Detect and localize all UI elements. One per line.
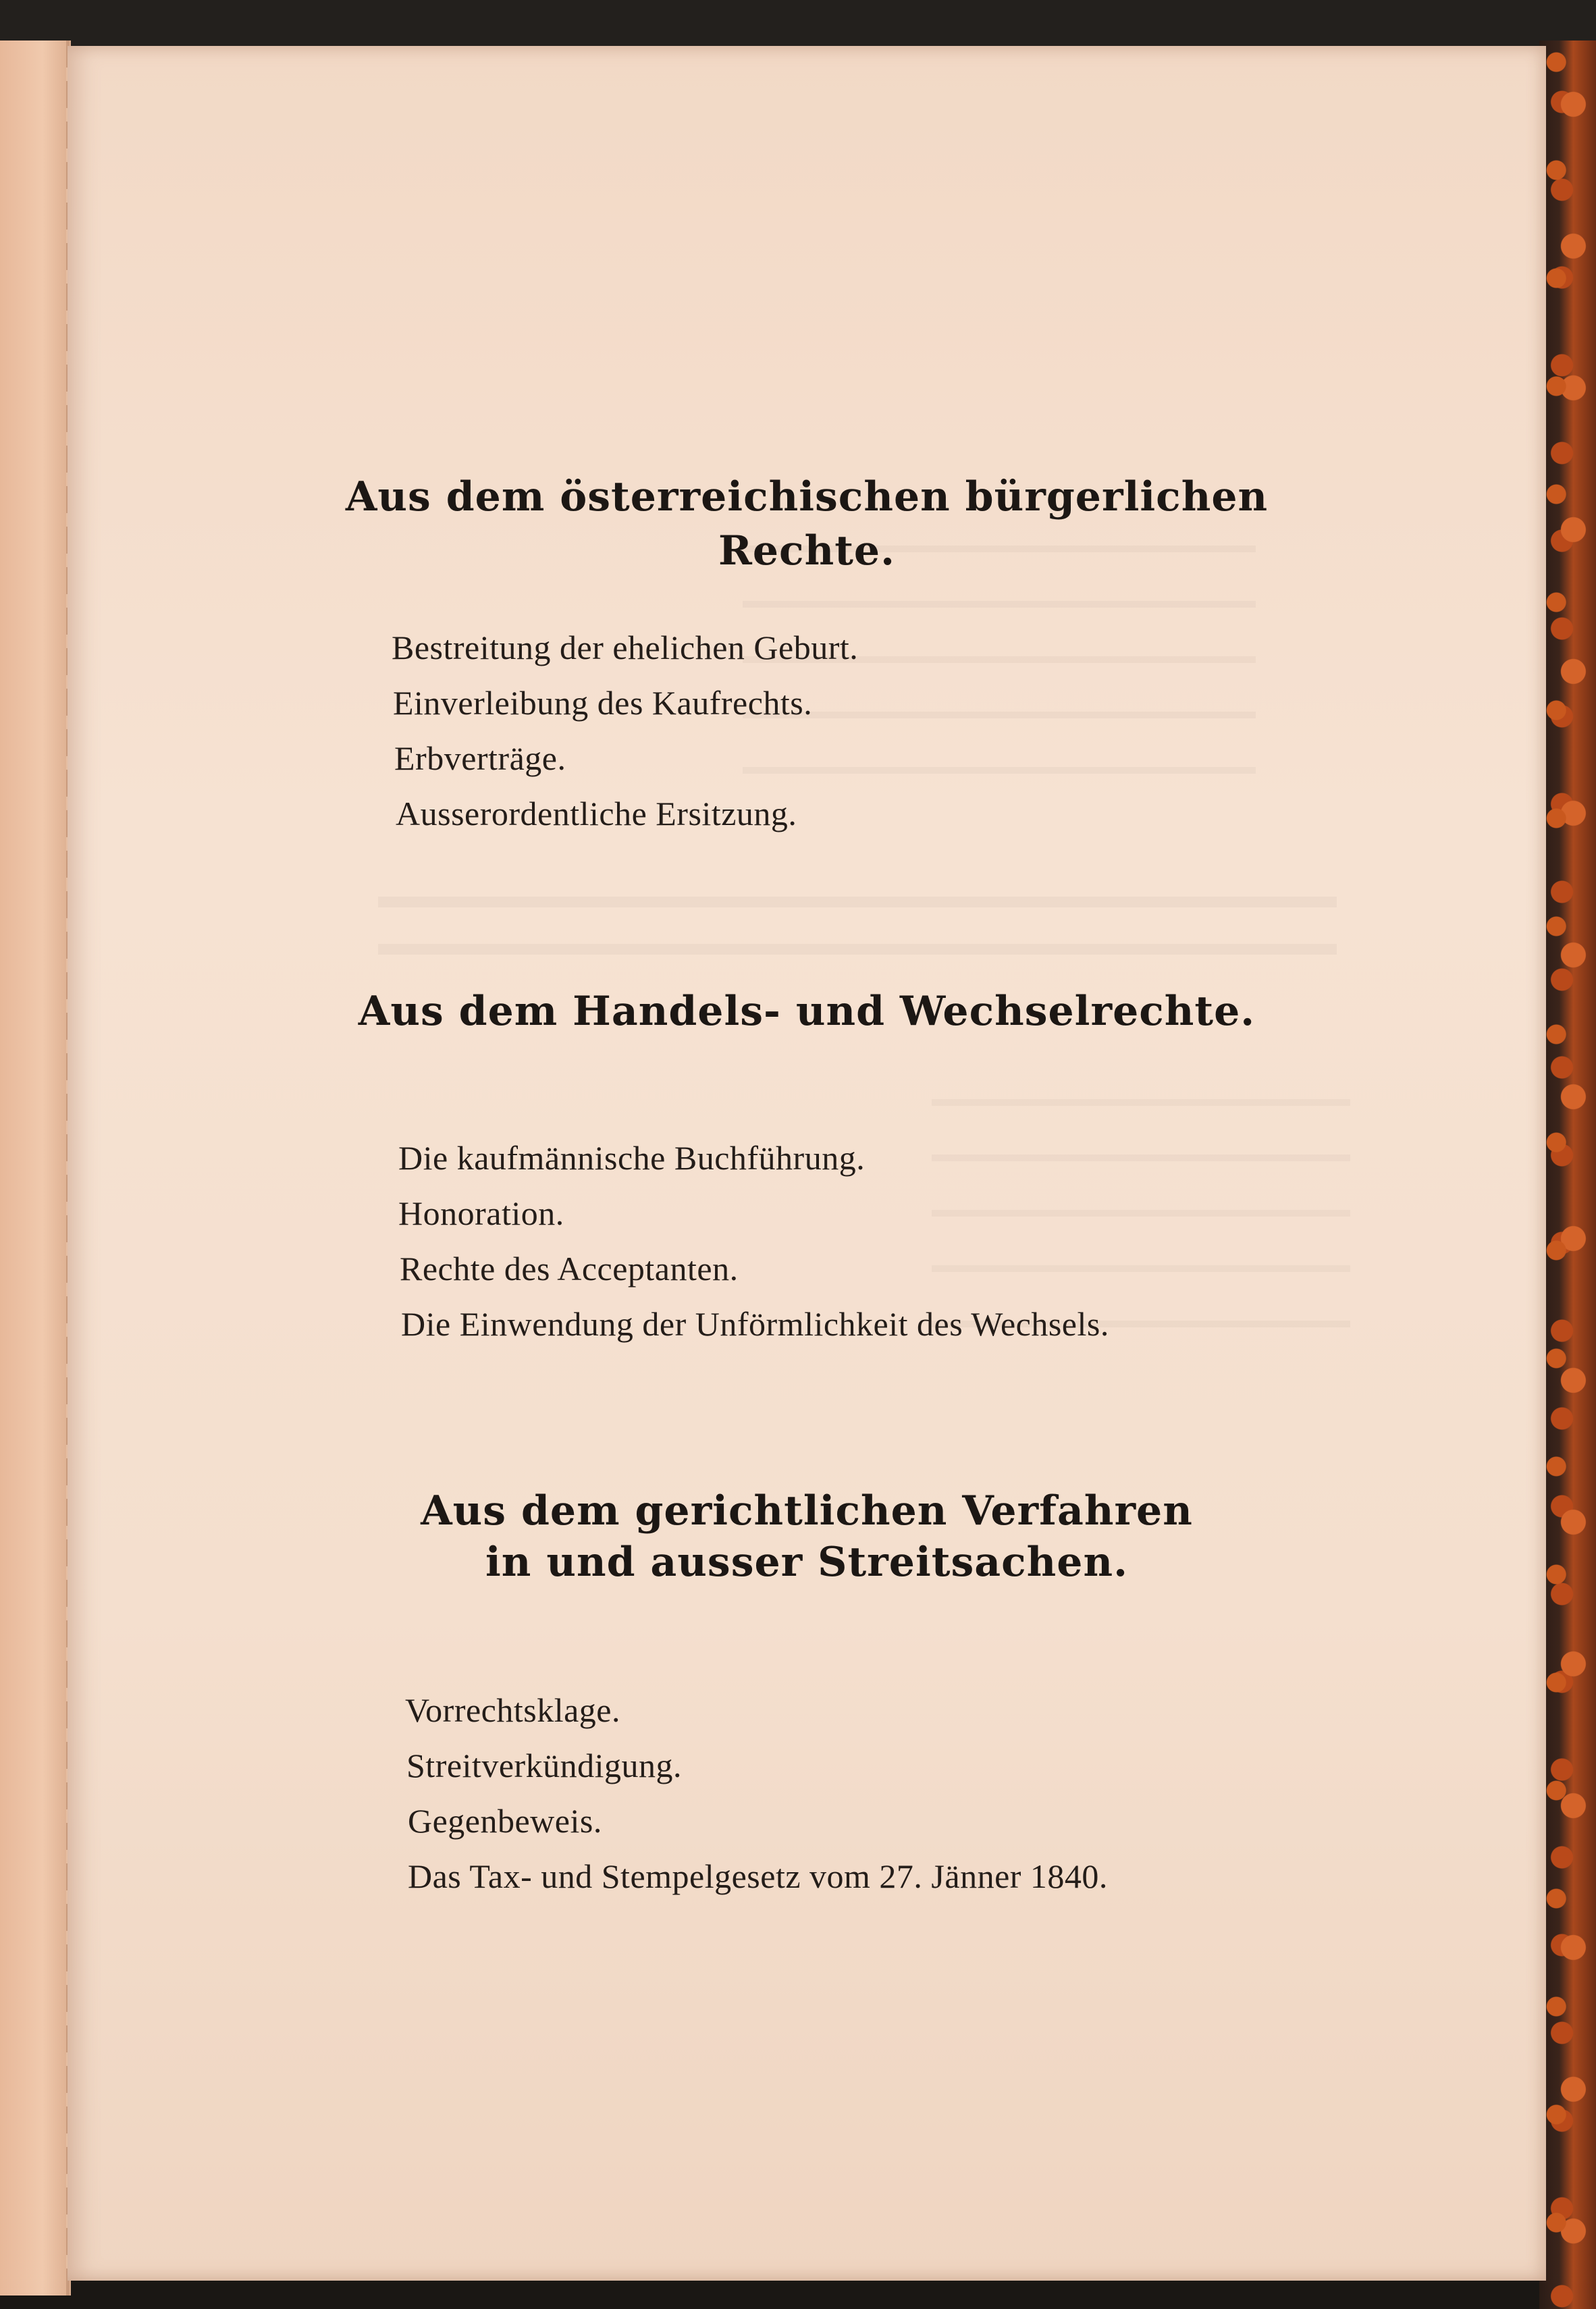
section-heading	[68, 1535, 1546, 1589]
section-heading-line: Aus dem gerichtlichen Verfahren	[421, 1487, 1193, 1535]
section-heading	[68, 984, 1546, 1038]
section-heading-line: Rechte.	[718, 527, 895, 575]
list-item: Einverleibung des Kaufrechts.	[393, 684, 813, 722]
list-item: Streitverkündigung.	[406, 1747, 683, 1784]
section-heading	[68, 470, 1546, 524]
list-item: Gegenbeweis.	[408, 1802, 602, 1840]
list-item: Das Tax- und Stempelgesetz vom 27. Jänner 1840.	[408, 1857, 1108, 1895]
book-page	[68, 46, 1546, 2281]
facing-page-edge	[0, 41, 71, 2295]
show-through-texture	[378, 897, 1337, 991]
list-item: Bestreitung der ehelichen Geburt.	[392, 629, 859, 666]
list-item: Die Einwendung der Unförmlichkeit des Wechsels.	[401, 1305, 1109, 1343]
list-item: Rechte des Acceptanten.	[400, 1250, 739, 1288]
scan-background	[0, 0, 1596, 47]
list-item: Die kaufmännische Buchführung.	[398, 1139, 866, 1177]
section-heading-line: in und ausser Streitsachen.	[485, 1539, 1128, 1586]
list-item: Erbverträge.	[394, 739, 566, 777]
show-through-texture	[743, 546, 1256, 802]
list-item: Honoration.	[398, 1194, 564, 1232]
section-heading-line: Aus dem österreichischen bürgerlichen	[345, 473, 1269, 521]
section-heading	[68, 524, 1546, 578]
list-item: Ausserordentliche Ersitzung.	[396, 795, 797, 832]
section-heading-line: Aus dem Handels- und Wechselrechte.	[358, 988, 1256, 1035]
list-item: Vorrechtsklage.	[405, 1691, 620, 1729]
section-heading	[68, 1484, 1546, 1538]
book-cover-edge	[1539, 41, 1596, 2309]
